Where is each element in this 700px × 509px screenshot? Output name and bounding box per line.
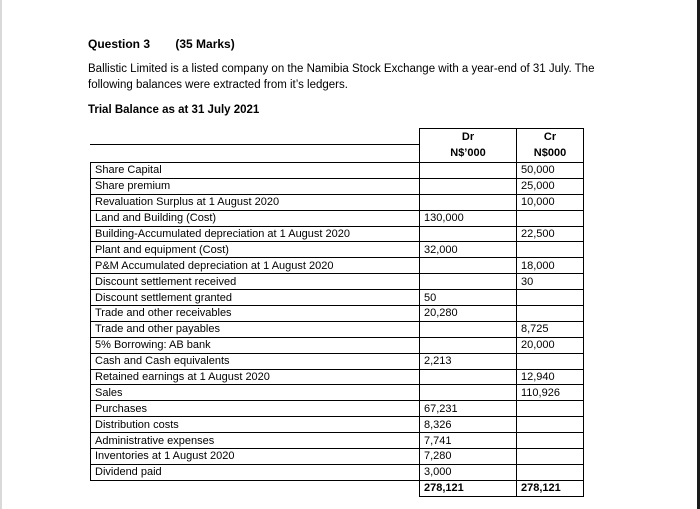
table-row: [91, 433, 584, 449]
cr-amount: [517, 464, 584, 480]
table-row: [91, 401, 584, 417]
account-name: Trade and other payables: [91, 321, 420, 337]
unit-row: [91, 145, 584, 163]
dr-amount: 2,213: [420, 353, 517, 369]
cr-amount: 10,000: [517, 194, 584, 210]
table-row: [91, 385, 584, 401]
cr-amount: [517, 290, 584, 306]
table-row: [91, 274, 584, 290]
cr-amount: 25,000: [517, 178, 584, 194]
dr-amount: 32,000: [420, 242, 517, 258]
dr-amount: 8,326: [420, 417, 517, 433]
table-row: [91, 258, 584, 274]
cr-amount: [517, 449, 584, 465]
account-name: Share premium: [91, 178, 420, 194]
account-name: Administrative expenses: [91, 433, 420, 449]
dr-amount: 3,000: [420, 464, 517, 480]
left-edge-rule: [0, 0, 2, 509]
table-row: [91, 178, 584, 194]
cr-amount: 50,000: [517, 163, 584, 179]
account-name: Share Capital: [91, 163, 420, 179]
dr-amount: [420, 274, 517, 290]
header-row: [91, 129, 584, 145]
cr-amount: 18,000: [517, 258, 584, 274]
cr-amount: [517, 242, 584, 258]
cr-amount: 30: [517, 274, 584, 290]
table-row: [91, 417, 584, 433]
account-name: Discount settlement received: [91, 274, 420, 290]
dr-amount: [420, 385, 517, 401]
trial-balance-table: [90, 128, 584, 497]
cr-amount: 22,500: [517, 226, 584, 242]
cr-amount: 8,725: [517, 321, 584, 337]
account-name: Sales: [91, 385, 420, 401]
total-row: [91, 480, 584, 496]
dr-amount: 7,741: [420, 433, 517, 449]
dr-header: Dr: [420, 129, 517, 145]
question-marks: (35 Marks): [175, 37, 235, 51]
dr-amount: [420, 321, 517, 337]
table-row: [91, 449, 584, 465]
account-name: P&M Accumulated depreciation at 1 August 2020: [91, 258, 420, 274]
cr-unit: N$000: [517, 145, 584, 163]
cr-amount: [517, 417, 584, 433]
dr-amount: [420, 194, 517, 210]
question-heading: [88, 37, 235, 51]
account-name: Distribution costs: [91, 417, 420, 433]
table-row: [91, 321, 584, 337]
account-name: Building-Accumulated depreciation at 1 August 2020: [91, 226, 420, 242]
cr-header: Cr: [517, 129, 584, 145]
question-intro: Ballistic Limited is a listed company on the Namibia Stock Exchange with a year-end of 31 July. The following balances were extracted from it’s ledgers.: [88, 63, 595, 91]
account-name: Discount settlement granted: [91, 290, 420, 306]
dr-amount: 67,231: [420, 401, 517, 417]
account-name: Purchases: [91, 401, 420, 417]
table-row: [91, 353, 584, 369]
cr-amount: 110,926: [517, 385, 584, 401]
total-cr: 278,121: [517, 480, 584, 496]
cr-amount: [517, 433, 584, 449]
cr-amount: 20,000: [517, 337, 584, 353]
table-row: [91, 290, 584, 306]
account-name: Plant and equipment (Cost): [91, 242, 420, 258]
cr-amount: [517, 306, 584, 322]
cr-amount: [517, 210, 584, 226]
total-spacer: [91, 480, 420, 496]
table-row: [91, 306, 584, 322]
dr-amount: 130,000: [420, 210, 517, 226]
table-row: [91, 369, 584, 385]
account-name: Revaluation Surplus at 1 August 2020: [91, 194, 420, 210]
account-name: 5% Borrowing: AB bank: [91, 337, 420, 353]
cr-amount: 12,940: [517, 369, 584, 385]
table-row: [91, 337, 584, 353]
total-dr: 278,121: [420, 480, 517, 496]
table-row: [91, 163, 584, 179]
dr-amount: [420, 337, 517, 353]
dr-amount: [420, 369, 517, 385]
account-name: Dividend paid: [91, 464, 420, 480]
table-row: [91, 464, 584, 480]
dr-amount: 50: [420, 290, 517, 306]
account-name: Retained earnings at 1 August 2020: [91, 369, 420, 385]
table-row: [91, 210, 584, 226]
cr-amount: [517, 401, 584, 417]
dr-amount: 7,280: [420, 449, 517, 465]
dr-amount: [420, 178, 517, 194]
dr-amount: [420, 226, 517, 242]
table-row: [91, 194, 584, 210]
header-spacer: [91, 129, 420, 145]
account-name: Land and Building (Cost): [91, 210, 420, 226]
account-name: Inventories at 1 August 2020: [91, 449, 420, 465]
dr-unit: N$’000: [420, 145, 517, 163]
question-number: Question 3: [88, 37, 151, 51]
account-name: Cash and Cash equivalents: [91, 353, 420, 369]
dr-amount: 20,280: [420, 306, 517, 322]
unit-spacer: [91, 145, 420, 163]
dr-amount: [420, 258, 517, 274]
account-name: Trade and other receivables: [91, 306, 420, 322]
dr-amount: [420, 163, 517, 179]
cr-amount: [517, 353, 584, 369]
trial-balance-title: Trial Balance as at 31 July 2021: [88, 104, 260, 116]
table-row: [91, 226, 584, 242]
table-row: [91, 242, 584, 258]
